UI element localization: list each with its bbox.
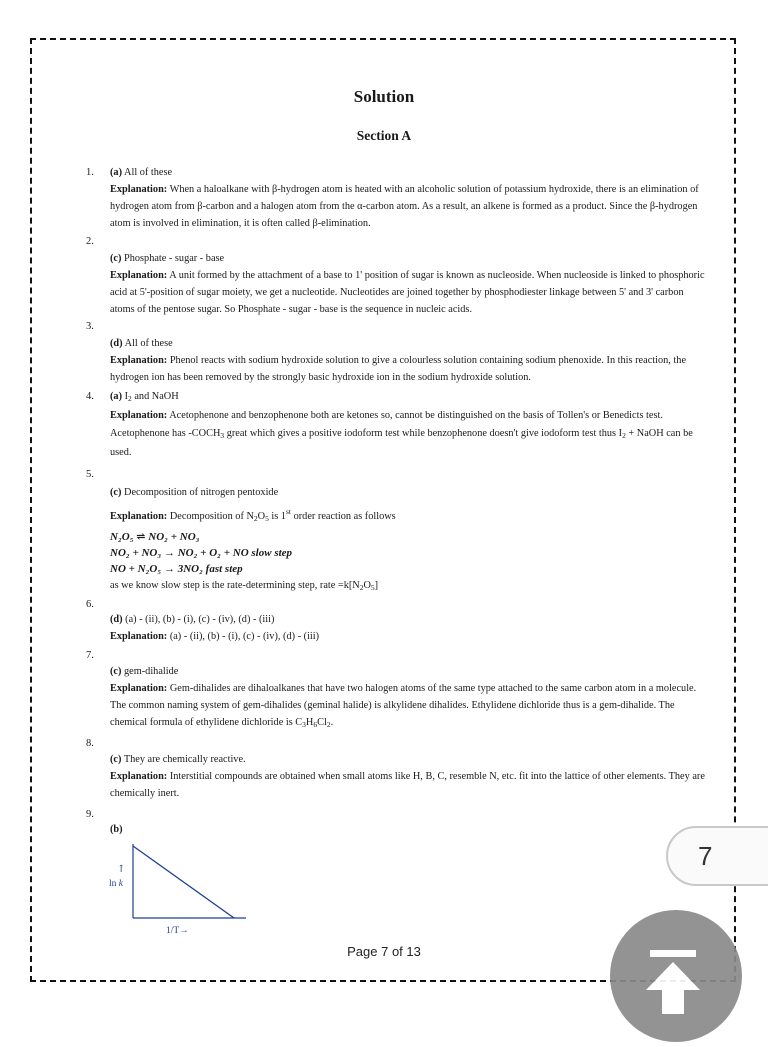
page-title: Solution: [353, 87, 415, 106]
question-3-number: 3.: [86, 321, 94, 332]
question-4-number: 4.: [86, 391, 94, 402]
question-4: (a) $I_2$ and NaOH Explanation: Acetophenone and benzophenone both are ketones so, cannot be distinguished on the basis of Tollen's or Benedicts test. Acetophenone has $-COCH_3$ great which gives a positive iodoform test while benzophenone doesn't give iodoform test thus $I_2$ + NaOH can be used.: [110, 391, 693, 458]
ln-k-vs-1-over-t-graph: [108, 836, 258, 936]
y-axis-label: ln k: [109, 879, 123, 889]
answer-label: (a): [110, 167, 123, 178]
question-9: (b): [110, 824, 123, 835]
equation-1: N₂O₅ ⇌ NO₂ + NO₃: [110, 531, 200, 543]
explanation-text: A unit formed by the attachment of a base to 1' position of sugar is known as nucleoside. When nucleoside is linked to phosphoric acid at 5'-position of sugar moiety, we get a nucleotide. Nucleotides are joined together by phosphodiester linkage between 5' and 3' carbon atoms of the pentose sugar. So Phosphate - sugar - base is the sequence in nucleic acids.: [110, 270, 705, 315]
y-arrow-label: ↑: [117, 864, 126, 875]
page-indicator-number: 7: [698, 841, 713, 871]
question-7: (c) gem-dihalide Explanation: Gem-dihalides are dihaloalkanes that have two halogen atoms of the same type attached to the same carbon atom in a molecule. The common naming system of gem-dihalides (geminal halide) is alkylidene dihalides. Ethylidene dichloride thus is a gem-dihalide. The chemical formula of ethylidene dichloride is $C_3H_6Cl_2$.: [110, 666, 697, 729]
page-number-footer: Page 7 of 13: [347, 944, 421, 959]
question-1-number: 1.: [86, 167, 94, 178]
question-3: (d) All of these Explanation: Phenol reacts with sodium hydroxide solution to give a colourless solution containing sodium phenoxide. In this reaction, the hydrogen ion has been removed by the strongly basic hydroxide ion in the sodium hydroxide solution.: [110, 338, 687, 383]
equation-2: NO₂ + NO₃ → NO₂ + O₂ + NO slow step: [110, 547, 293, 559]
question-6: (d) (a) - (ii), (b) - (i), (c) - (iv), (d) - (iii) Explanation: (a) - (ii), (b) - (i), (c) - (iv), (d) - (iii): [110, 614, 320, 642]
x-axis-label: 1/T→: [166, 926, 189, 936]
explanation-text: Phenol reacts with sodium hydroxide solution to give a colourless solution containing sodium phenoxide. In this reaction, the hydrogen ion has been removed by the strongly basic hydroxide ion in the sodium hydroxide solution.: [110, 355, 687, 383]
question-5: (c) Decomposition of nitrogen pentoxide Explanation: Decomposition of $N_2O_5$ is 1st order reaction as follows N₂O₅ ⇌ NO₂ + NO₃ NO₂ + NO₃ → NO₂ + O₂ + NO slow step NO + N₂O₅ → 3NO₂ fast step as we know slow step is the rate-determining step, rate $=k[N_2O_5]$: [110, 484, 706, 596]
explanation-label: Explanation:: [110, 184, 168, 195]
scroll-top-arrow-icon: [610, 910, 742, 1042]
question-5-number: 5.: [86, 469, 94, 480]
answer-text: All of these: [124, 167, 173, 178]
question-6-number: 6.: [86, 599, 94, 610]
question-2-number: 2.: [86, 236, 94, 247]
plot-line: [133, 846, 234, 918]
answer-text: Phosphate - sugar - base: [124, 253, 225, 264]
question-8-number: 8.: [86, 738, 94, 749]
question-9-number: 9.: [86, 809, 94, 820]
question-8: (c) They are chemically reactive. Explanation: Interstitial compounds are obtained when small atoms like H, B, C, resemble N, etc. fit into the lattice of other elements. They are chemically inert.: [110, 754, 705, 799]
question-7-number: 7.: [86, 650, 94, 661]
scroll-top-button[interactable]: [610, 910, 742, 1042]
page-indicator-badge: [666, 826, 768, 886]
question-2: (c) Phosphate - sugar - base Explanation: A unit formed by the attachment of a base to 1' position of sugar is known as nucleoside. When nucleoside is linked to phosphoric acid at 5'-position of sugar moiety, we get a nucleotide. Nucleotides are joined together by phosphodiester linkage between 5' and 3' carbon atoms of the pentose sugar. So Phosphate - sugar - base is the sequence in nucleic acids.: [110, 253, 705, 315]
question-1: [110, 164, 706, 232]
equation-3: NO + N₂O₅ → 3NO₂ fast step: [110, 563, 243, 575]
explanation-text: When a haloalkane with β-hydrogen atom is heated with an alcoholic solution of potassium hydroxide, there is an elimination of hydrogen atom from β-carbon and a halogen atom from the α-carbon atom. As a result, an alkene is formed as a product. Since the β-hydrogen atom is involved in elimination, it is often called β-elimination.: [110, 184, 699, 229]
section-heading: Section A: [356, 128, 412, 143]
